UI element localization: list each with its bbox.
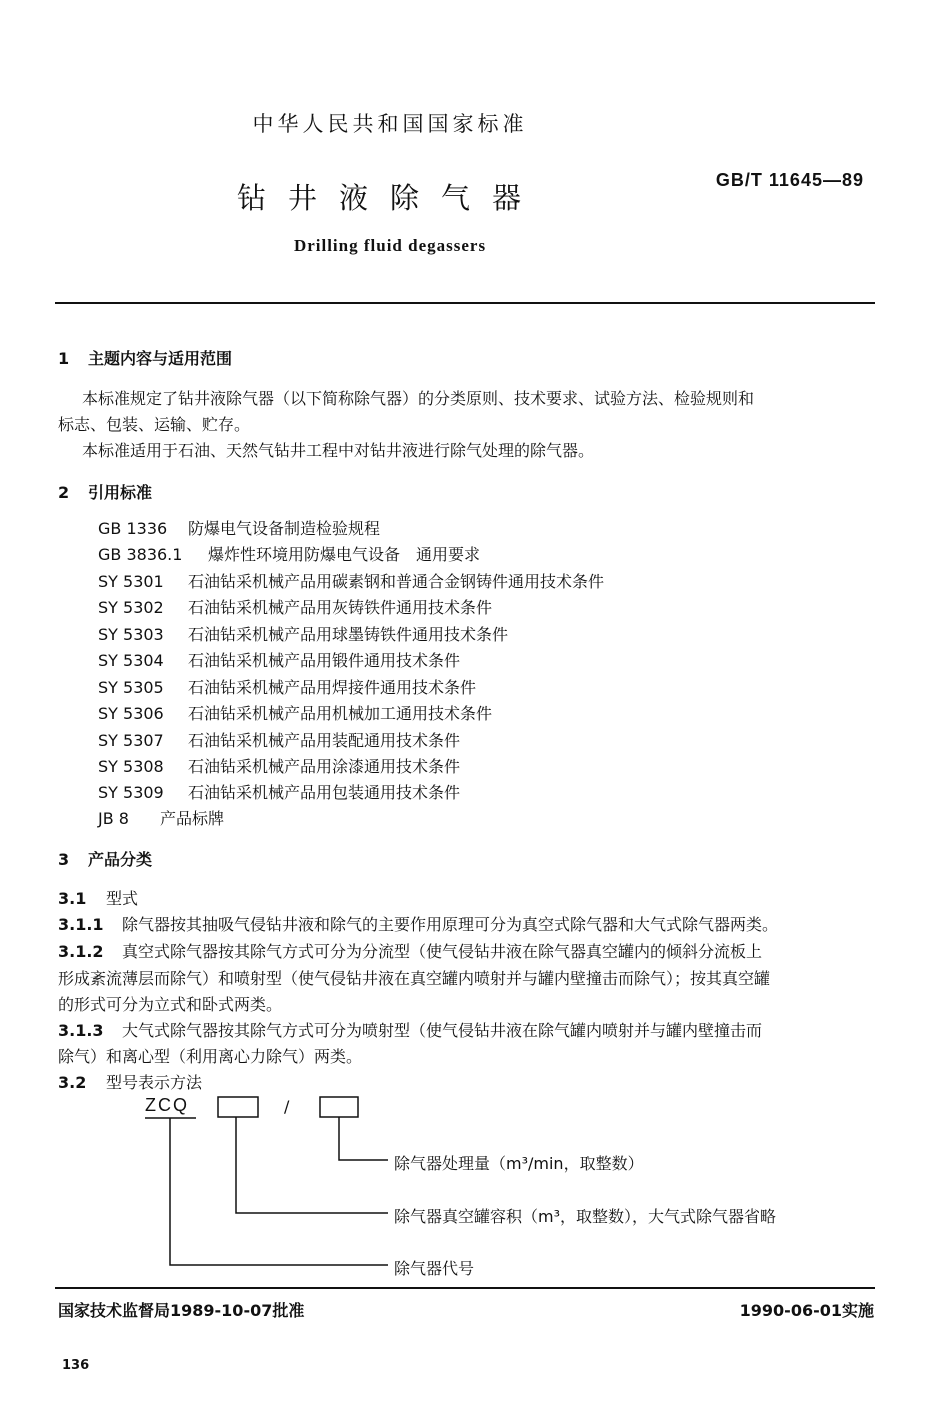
capacity-label: 除气器处理量（m³/min，取整数） [394, 1154, 644, 1173]
subsection-text: 大气式除气器按其除气方式可分为喷射型（使气侵钻井液在除气罐内喷射并与罐内壁撞击而 [122, 1021, 763, 1040]
reference-title: 产品标牌 [160, 809, 225, 828]
footer-divider [55, 1287, 875, 1289]
section-1-title: 主题内容与适用范围 [88, 349, 233, 368]
reference-title: 石油钻采机械产品用涂漆通用技术条件 [188, 757, 461, 776]
reference-title: 防爆电气设备制造检验规程 [188, 519, 381, 538]
subsection-number: 3.1.2 [58, 942, 104, 961]
section-3-number: 3 [58, 850, 70, 869]
reference-title: 石油钻采机械产品用焊接件通用技术条件 [188, 678, 477, 697]
reference-title: 石油钻采机械产品用灰铸铁件通用技术条件 [188, 598, 493, 617]
subsection-text: 真空式除气器按其除气方式可分为分流型（使气侵钻井液在除气器真空罐内的倾斜分流板上 [122, 942, 763, 961]
section-1-number: 1 [58, 349, 70, 368]
subsection-3-1-2-line2: 形成紊流薄层而除气）和喷射型（使气侵钻井液在真空罐内喷射并与罐内壁撞击而除气）；按其真空罐 [58, 969, 771, 988]
capacity-leader-line [339, 1117, 388, 1160]
document-title: 钻井液除气器 [236, 181, 543, 215]
standard-code: GB/T 11645—89 [715, 170, 864, 190]
model-prefix: ZCQ [145, 1095, 189, 1115]
reference-code: SY 5306 [98, 704, 164, 723]
volume-placeholder-box [218, 1097, 258, 1117]
reference-title: 石油钻采机械产品用装配通用技术条件 [188, 731, 461, 750]
reference-code: SY 5303 [98, 625, 164, 644]
volume-leader-line [236, 1117, 388, 1213]
reference-code: GB 1336 [98, 519, 168, 538]
reference-code: SY 5307 [98, 731, 164, 750]
reference-code: GB 3836.1 [98, 545, 183, 564]
page-number: 136 [62, 1358, 90, 1373]
effective-date: 1990-06-01实施 [739, 1301, 874, 1320]
reference-title: 爆炸性环境用防爆电气设备 通用要求 [208, 545, 481, 564]
subsection-3-1-3-line2: 除气）和离心型（利用离心力除气）两类。 [58, 1047, 363, 1066]
national-standard-label: 中华人民共和国国家标准 [252, 112, 528, 136]
reference-title: 石油钻采机械产品用碳素钢和普通合金钢铸件通用技术条件 [188, 572, 605, 591]
subsection-text: 除气器按其抽吸气侵钻井液和除气的主要作用原理可分为真空式除气器和大气式除气器两类。 [122, 915, 779, 934]
subsection-title: 型号表示方法 [106, 1073, 203, 1092]
reference-title: 石油钻采机械产品用球墨铸铁件通用技术条件 [188, 625, 509, 644]
reference-title: 石油钻采机械产品用机械加工通用技术条件 [188, 704, 493, 723]
subsection-number: 3.1 [58, 889, 87, 908]
approval-date: 国家技术监督局1989-10-07批准 [58, 1301, 305, 1320]
capacity-placeholder-box [320, 1097, 358, 1117]
reference-title: 石油钻采机械产品用锻件通用技术条件 [188, 651, 461, 670]
subsection-number: 3.2 [58, 1073, 87, 1092]
subsection-title: 型式 [106, 889, 139, 908]
subsection-number: 3.1.3 [58, 1021, 104, 1040]
section-1-para2: 本标准适用于石油、天然气钻井工程中对钻井液进行除气处理的除气器。 [82, 441, 595, 460]
section-1-para1-line2: 标志、包装、运输、贮存。 [58, 415, 251, 434]
reference-code: SY 5309 [98, 783, 164, 802]
reference-code: SY 5305 [98, 678, 164, 697]
reference-code: SY 5308 [98, 757, 164, 776]
subsection-3-1-2-line3: 的形式可分为立式和卧式两类。 [58, 995, 283, 1014]
subsection-number: 3.1.1 [58, 915, 104, 934]
section-2-number: 2 [58, 483, 70, 502]
section-1-para1-line1: 本标准规定了钻井液除气器（以下简称除气器）的分类原则、技术要求、试验方法、检验规则和 [82, 389, 755, 408]
code-label: 除气器代号 [394, 1259, 475, 1278]
code-leader-line [170, 1118, 388, 1265]
section-3-title: 产品分类 [88, 850, 153, 869]
reference-code: SY 5302 [98, 598, 164, 617]
english-title: Drilling fluid degassers [293, 236, 487, 255]
volume-label: 除气器真空罐容积（m³，取整数），大气式除气器省略 [394, 1207, 777, 1226]
reference-title: 石油钻采机械产品用包装通用技术条件 [188, 783, 461, 802]
reference-code: JB 8 [98, 809, 129, 828]
section-2-title: 引用标准 [88, 483, 153, 502]
model-separator: / [284, 1097, 290, 1116]
reference-code: SY 5301 [98, 572, 164, 591]
reference-code: SY 5304 [98, 651, 164, 670]
